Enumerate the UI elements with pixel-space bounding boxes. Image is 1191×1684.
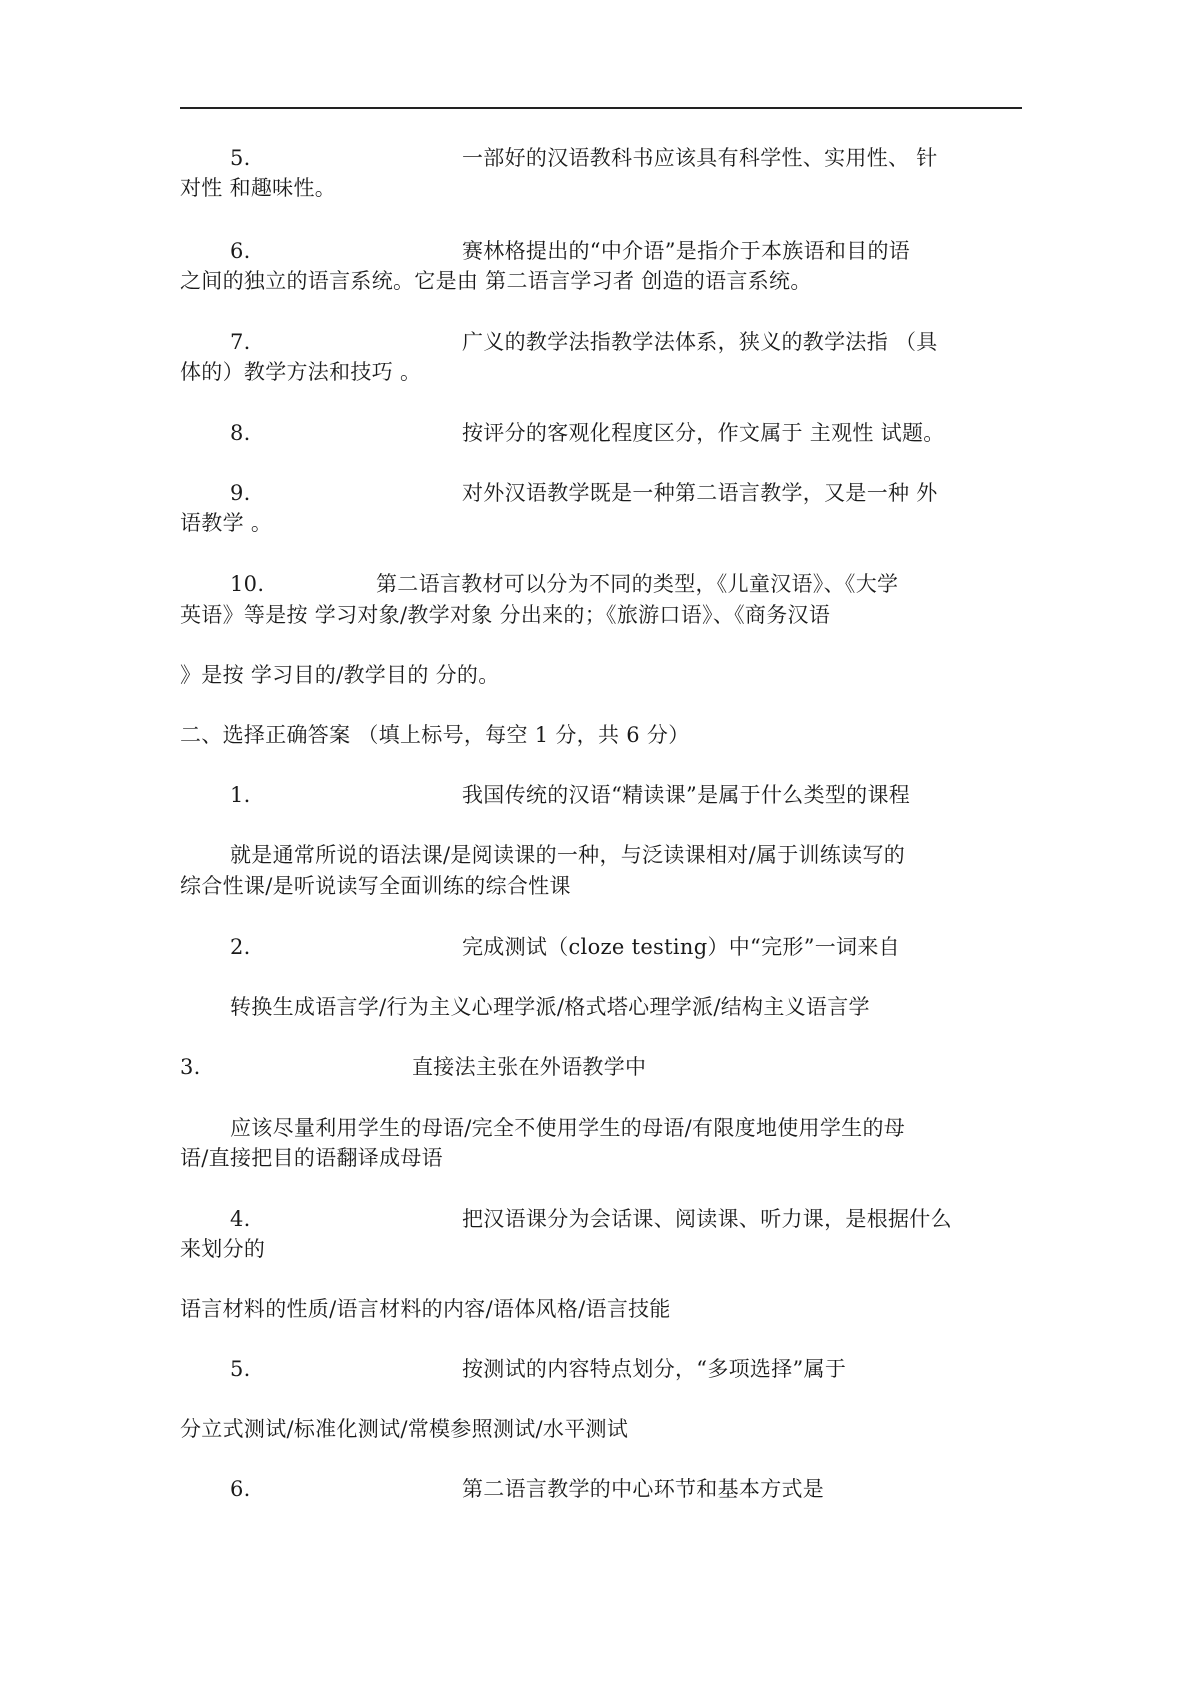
- item-text: 广义的教学法指教学法体系，狭义的教学法指 （具: [462, 330, 938, 354]
- fill-item-7-line2: 体的）教学方法和技巧 。: [180, 360, 422, 384]
- item-text: 第二语言教材可以分为不同的类型，《儿童汉语》、《大学: [376, 572, 899, 596]
- question-text: 直接法主张在外语教学中: [412, 1055, 647, 1079]
- item-number: 5.: [230, 1357, 251, 1381]
- item-text: 赛林格提出的“中介语”是指介于本族语和目的语: [462, 239, 911, 263]
- fill-item-9-line2: 语教学 。: [180, 511, 273, 535]
- choice-item-4-options: 语言材料的性质/语言材料的内容/语体风格/语言技能: [180, 1297, 671, 1321]
- item-number: 10.: [230, 572, 265, 596]
- choice-item-5-options: 分立式测试/标准化测试/常模参照测试/水平测试: [180, 1417, 629, 1441]
- item-number: 4.: [230, 1207, 251, 1231]
- item-text: 对外汉语教学既是一种第二语言教学，又是一种 外: [462, 481, 938, 505]
- item-number: 6.: [230, 1477, 251, 1501]
- item-number: 8.: [230, 421, 251, 445]
- item-text: 按评分的客观化程度区分，作文属于 主观性 试题。: [462, 421, 945, 445]
- question-text: 第二语言教学的中心环节和基本方式是: [462, 1477, 825, 1501]
- question-text: 按测试的内容特点划分，“多项选择”属于: [462, 1357, 847, 1381]
- header-rule: [180, 107, 1022, 109]
- choice-item-1-options-cont: 综合性课/是听说读写全面训练的综合性课: [180, 874, 571, 898]
- question-text: 把汉语课分为会话课、阅读课、听力课，是根据什么: [462, 1207, 952, 1231]
- item-number: 3.: [180, 1055, 201, 1079]
- options-text: 应该尽量利用学生的母语/完全不使用学生的母语/有限度地使用学生的母: [230, 1116, 906, 1140]
- item-number: 2.: [230, 935, 251, 959]
- item-text: 一部好的汉语教科书应该具有科学性、实用性、 针: [462, 146, 938, 170]
- item-number: 9.: [230, 481, 251, 505]
- choice-item-4-question-cont: 来划分的: [180, 1237, 266, 1261]
- question-text: 我国传统的汉语“精读课”是属于什么类型的课程: [462, 783, 911, 807]
- item-number: 7.: [230, 330, 251, 354]
- fill-item-5-line2: 对性 和趣味性。: [180, 176, 337, 200]
- item-number: 6.: [230, 239, 251, 263]
- item-number: 1.: [230, 783, 251, 807]
- options-text: 就是通常所说的语法课/是阅读课的一种，与泛读课相对/属于训练读写的: [230, 843, 906, 867]
- item-number: 5.: [230, 146, 251, 170]
- fill-item-10-line3: 》是按 学习目的/教学目的 分的。: [180, 663, 500, 687]
- fill-item-10-line2: 英语》等是按 学习对象/教学对象 分出来的；《旅游口语》、《商务汉语: [180, 603, 831, 627]
- choice-item-3-options-cont: 语/直接把目的语翻译成母语: [180, 1146, 443, 1170]
- options-text: 转换生成语言学/行为主义心理学派/格式塔心理学派/结构主义语言学: [230, 995, 870, 1019]
- question-text: 完成测试（cloze testing）中“完形”一词来自: [462, 935, 900, 959]
- fill-item-6-line2: 之间的独立的语言系统。它是由 第二语言学习者 创造的语言系统。: [180, 269, 812, 293]
- section-2-heading: 二、选择正确答案 （填上标号，每空 1 分，共 6 分）: [180, 723, 690, 747]
